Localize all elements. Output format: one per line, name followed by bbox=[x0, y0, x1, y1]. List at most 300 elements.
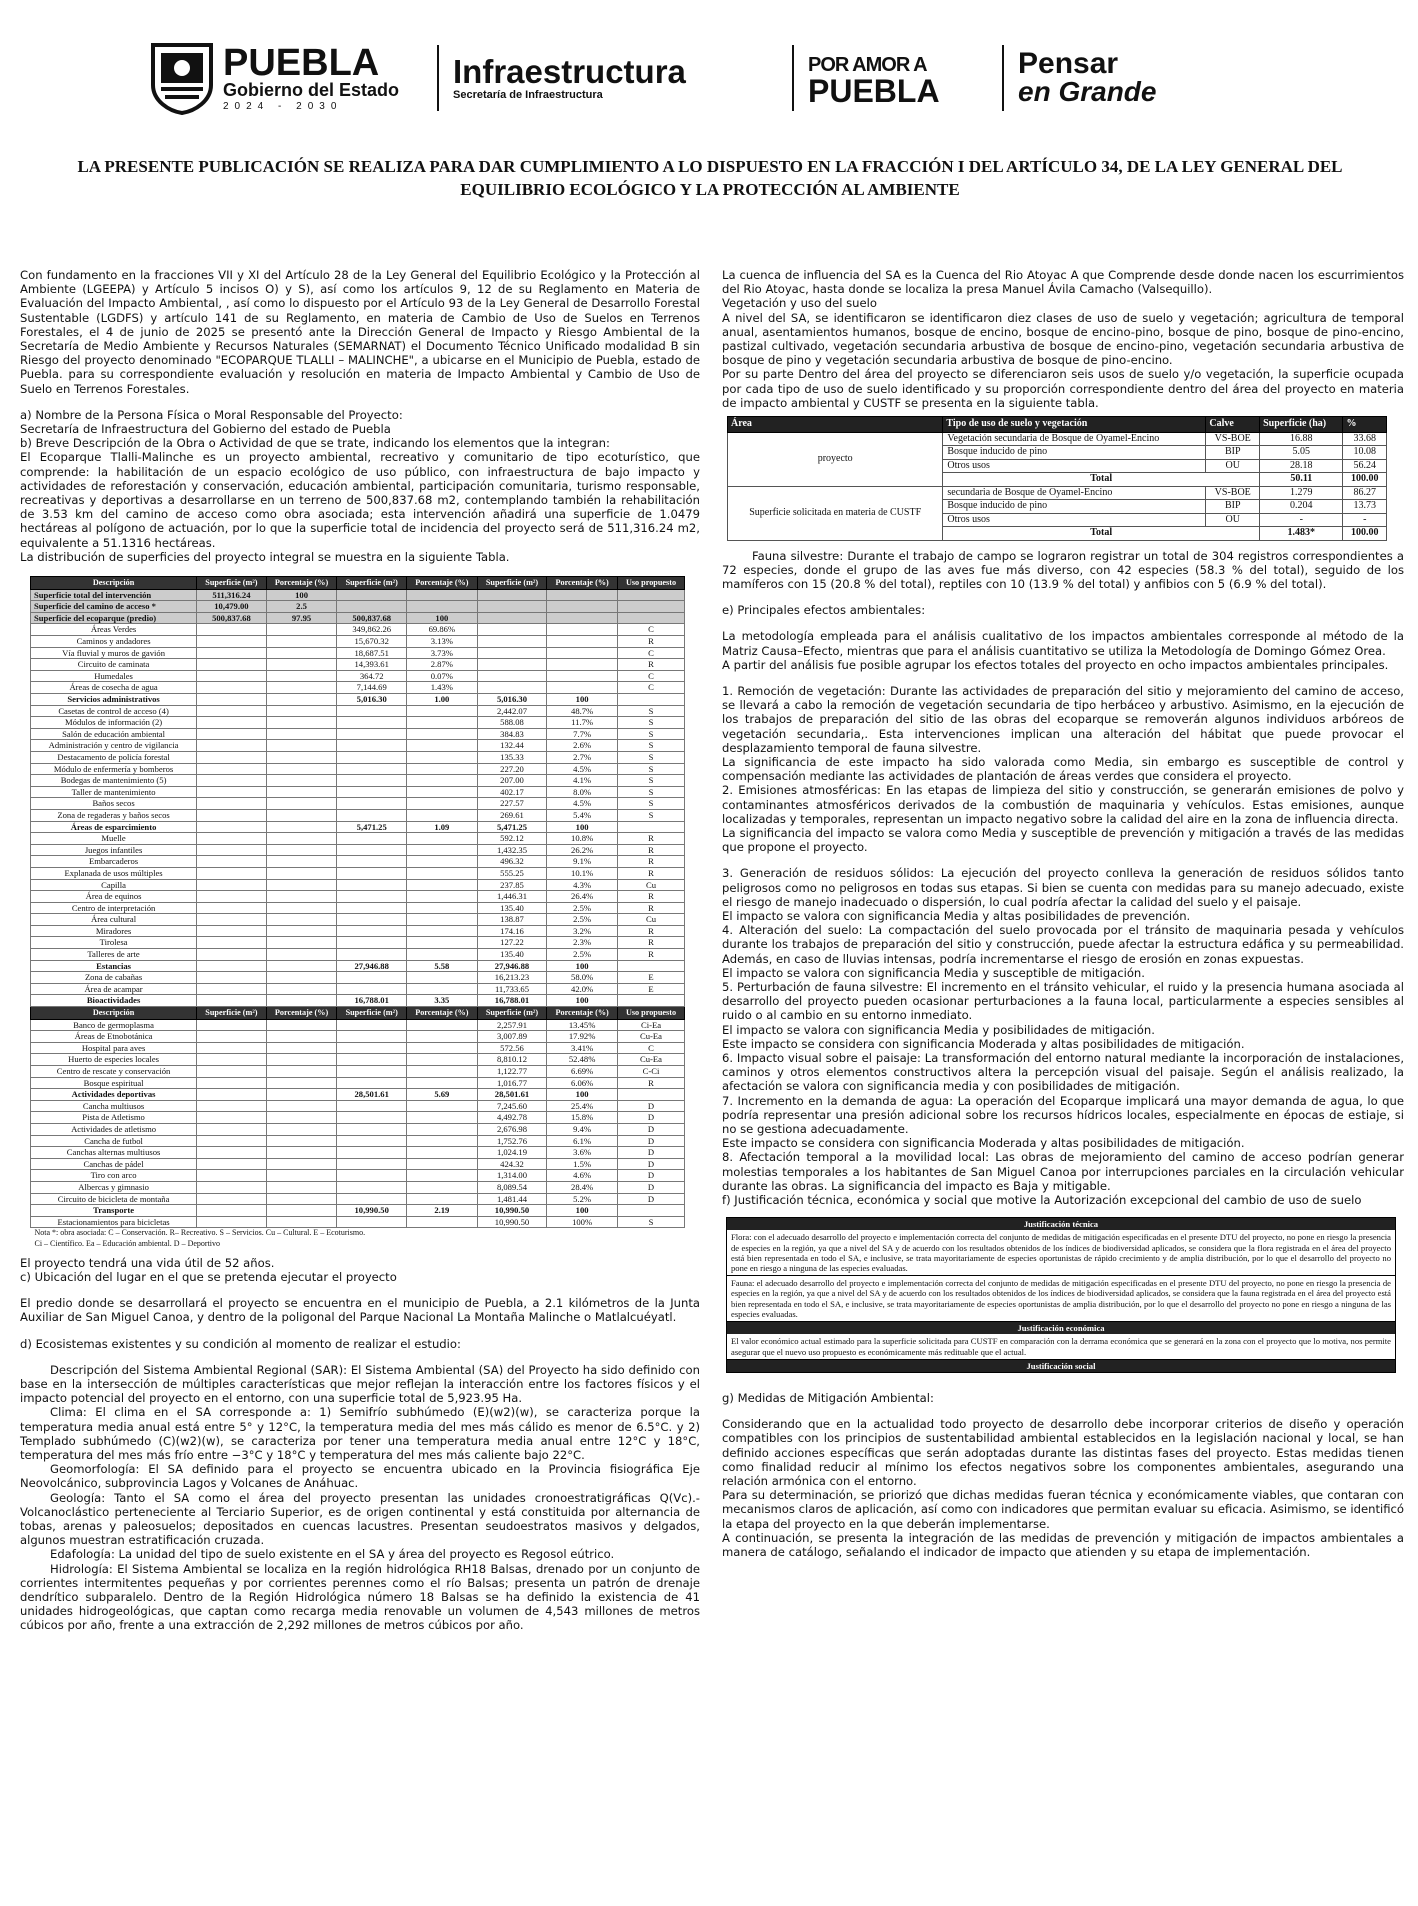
table1-cell: 6.06% bbox=[547, 1077, 618, 1089]
left-column bbox=[20, 268, 700, 1633]
table1-cell: 1.5% bbox=[547, 1158, 618, 1170]
table1-cell bbox=[266, 751, 337, 763]
table1-cell: 26.4% bbox=[547, 891, 618, 903]
table1-cell bbox=[337, 1019, 407, 1031]
table1-cell: Huerto de especies locales bbox=[31, 1054, 197, 1066]
table1-cell: 3.6% bbox=[547, 1147, 618, 1159]
table1-cell: 1.00 bbox=[406, 694, 477, 706]
table1-cell: Albercas y gimnasio bbox=[31, 1181, 197, 1193]
table2-area-label: proyecto bbox=[728, 432, 943, 486]
table1-cell: 8,089.54 bbox=[477, 1181, 547, 1193]
table1-cell: 2.19 bbox=[406, 1205, 477, 1217]
table1-cell: 135.33 bbox=[477, 751, 547, 763]
table1-cell bbox=[197, 891, 267, 903]
table1-cell bbox=[477, 659, 547, 671]
table2-cell: Bosque inducido de pino bbox=[943, 446, 1206, 460]
table1-cell bbox=[266, 1066, 337, 1078]
table1-cell bbox=[197, 740, 267, 752]
table1-cell bbox=[337, 1031, 407, 1043]
table1-cell bbox=[337, 1193, 407, 1205]
table1-cell: R bbox=[618, 856, 685, 868]
table1-header-cell: Descripción bbox=[31, 1007, 197, 1020]
table2-total-label: Total bbox=[943, 527, 1260, 541]
table1-cell bbox=[337, 763, 407, 775]
justificacion-fauna: Fauna: el adecuado desarrollo del proyecto e implementación correcta del conjunto de medidas de mitigación especificadas en el presente DTU del proyecto, no pone en riesgo la presencia de especies en la región, ya que a nivel del SA y de acuerdo con los resultados obtenidos de los índices de biodiversidad aplicados, se considera que la fauna registrada en el área del proyecto está bien representada en todo el SA, e inclusive, se trata mayoritariamente de especies oportunistas de amplia distribución, por lo que el desarrollo del proyecto no pone en riesgo a ninguna de las especies evaluadas. bbox=[727, 1276, 1396, 1322]
table1-cell bbox=[337, 1042, 407, 1054]
table1-cell: 11,733.65 bbox=[477, 983, 547, 995]
table1-cell bbox=[197, 636, 267, 648]
table1-cell bbox=[406, 1066, 477, 1078]
table1-cell: 5.2% bbox=[547, 1193, 618, 1205]
table2-row bbox=[728, 486, 1387, 500]
table1-cell: Área de equinos bbox=[31, 891, 197, 903]
table1-cell: 5,016.30 bbox=[477, 694, 547, 706]
table1-cell: 5,471.25 bbox=[477, 821, 547, 833]
table1-cell bbox=[406, 937, 477, 949]
table1-cell bbox=[477, 624, 547, 636]
table1-row bbox=[31, 1100, 685, 1112]
table1-cell: S bbox=[618, 798, 685, 810]
table1-cell: Hospital para aves bbox=[31, 1042, 197, 1054]
table1-cell bbox=[266, 740, 337, 752]
impacto-5: 5. Perturbación de fauna silvestre: El incremento en el tránsito vehicular, el ruido y la presencia humana asociada al desarrollo del proyecto pueden ocasionar perturbaciones a la fauna local, particularmente a especies sensibles al ruido o al cambio en su entorno inmediato. bbox=[722, 980, 1404, 1023]
table1-cell: 16,788.01 bbox=[477, 995, 547, 1007]
table1-row bbox=[31, 1019, 685, 1031]
table1-header-cell: Superficie (m²) bbox=[477, 1007, 547, 1020]
table1-cell: 4.5% bbox=[547, 798, 618, 810]
table1-row bbox=[31, 995, 685, 1007]
table1-cell: R bbox=[618, 833, 685, 845]
puebla-logo bbox=[223, 41, 423, 112]
table1-cell bbox=[266, 798, 337, 810]
table1-cell: 97.95 bbox=[266, 612, 337, 624]
table1-cell bbox=[266, 670, 337, 682]
impacto-4-significancia: El impacto se valora con significancia Media y susceptible de mitigación. bbox=[722, 965, 1145, 980]
table1-cell: 28.4% bbox=[547, 1181, 618, 1193]
table1-cell bbox=[266, 879, 337, 891]
table1-row bbox=[31, 925, 685, 937]
table1-cell: Pista de Atletismo bbox=[31, 1112, 197, 1124]
table1-cell: 4.1% bbox=[547, 775, 618, 787]
table1-cell: 1,314.00 bbox=[477, 1170, 547, 1182]
table1-cell bbox=[266, 856, 337, 868]
table1-header-cell: Superficie (m²) bbox=[337, 577, 407, 590]
impacto-7-significancia: Este impacto se considera con significancia Moderada y altas posibilidades de mitigación. bbox=[722, 1136, 1245, 1151]
table1-cell bbox=[266, 1031, 337, 1043]
table1-cell bbox=[477, 601, 547, 613]
table1-cell: S bbox=[618, 1216, 685, 1228]
section-d-sar: Descripción del Sistema Ambiental Regional (SAR): El Sistema Ambiental (SA) del Proyecto ha sido definido con base en la intersección de múltiples características que mejor reflejan la interacción entre los factores físicos y el impacto potencial del proyecto en el entorno, con una superficie total de 5,923.95 Ha. bbox=[20, 1362, 700, 1406]
table1-cell: 5,016.30 bbox=[337, 694, 407, 706]
table1-cell: 269.61 bbox=[477, 809, 547, 821]
table1-row bbox=[31, 682, 685, 694]
table1-cell: D bbox=[618, 1123, 685, 1135]
table1-cell bbox=[406, 1077, 477, 1089]
table1-cell bbox=[406, 1031, 477, 1043]
table1-cell bbox=[618, 601, 685, 613]
table1-cell bbox=[197, 1077, 267, 1089]
table1-cell bbox=[197, 728, 267, 740]
table1-cell bbox=[197, 856, 267, 868]
table1-cell bbox=[266, 891, 337, 903]
table1-row bbox=[31, 659, 685, 671]
table2-header-cell: % bbox=[1343, 417, 1387, 433]
table1-cell: Miradores bbox=[31, 925, 197, 937]
table1-row bbox=[31, 1147, 685, 1159]
table1-cell: 100 bbox=[547, 1089, 618, 1101]
table1-cell: 8.0% bbox=[547, 786, 618, 798]
table1-cell: Superficie total del intervención bbox=[31, 589, 197, 601]
puebla-emblem-icon bbox=[145, 40, 219, 116]
table1-row bbox=[31, 775, 685, 787]
table1-cell bbox=[197, 1042, 267, 1054]
table1-cell bbox=[337, 809, 407, 821]
table1-cell bbox=[266, 833, 337, 845]
table1-row bbox=[31, 1089, 685, 1101]
table1-cell: Estancias bbox=[31, 960, 197, 972]
table1-row bbox=[31, 914, 685, 926]
table1-cell: 207.00 bbox=[477, 775, 547, 787]
table1-cell: Muelle bbox=[31, 833, 197, 845]
table1-cell bbox=[406, 798, 477, 810]
table1-cell: C bbox=[618, 1042, 685, 1054]
table1-cell bbox=[197, 717, 267, 729]
table1-cell: D bbox=[618, 1181, 685, 1193]
table1-cell: 1,752.76 bbox=[477, 1135, 547, 1147]
table1-cell bbox=[477, 682, 547, 694]
table1-row bbox=[31, 937, 685, 949]
fauna-text: Fauna silvestre: Durante el trabajo de campo se lograron registrar un total de 304 registros correspondientes a 72 especies, donde el grupo de las aves fue más diverso, con 42 especies (58.3 % del total), seguido de los mamíferos con 15 (20.8 % del total), reptiles con 10 (13.9 % del total) y anfibios con 5 (6.9 % del total). bbox=[722, 548, 1404, 591]
table1-cell bbox=[266, 1181, 337, 1193]
table1-cell: 9.1% bbox=[547, 856, 618, 868]
table1-cell bbox=[406, 740, 477, 752]
table1-cell bbox=[266, 1216, 337, 1228]
table1-cell bbox=[266, 705, 337, 717]
table1-cell: 14,393.61 bbox=[337, 659, 407, 671]
table1-cell bbox=[406, 856, 477, 868]
table1-cell: C bbox=[618, 682, 685, 694]
impacto-1: 1. Remoción de vegetación: Durante las actividades de preparación del sitio y mejoramiento del camino de acceso, se llevará a cabo la remoción de vegetación secundaria de tipo herbáceo y arbustivo. Asimismo, en la ejecución de los trabajos de preparación del sitio de las obras del ecoparque se removerán algunos individuos arbóreos de vegetación secundaria,. Esta intervenciones implican una alteración del hábitat que puede provocar el desplazamiento temporal de fauna silvestre. bbox=[722, 683, 1404, 755]
table1-cell: 2.3% bbox=[547, 937, 618, 949]
table1-cell: S bbox=[618, 717, 685, 729]
table1-cell: 52.48% bbox=[547, 1054, 618, 1066]
table1-cell bbox=[197, 1135, 267, 1147]
section-g-text-3: A continuación, se presenta la integración de las medidas de prevención y mitigación de impactos ambientales a manera de catálogo, señalando el indicador de impacto que atienden y su etapa de implementación. bbox=[722, 1530, 1404, 1559]
table1-cell: Centro de interpretación bbox=[31, 902, 197, 914]
table2-header-cell: Superficie (ha) bbox=[1260, 417, 1343, 433]
table1-cell: Actividades deportivas bbox=[31, 1089, 197, 1101]
table1-cell bbox=[266, 1042, 337, 1054]
table1-cell bbox=[197, 1193, 267, 1205]
table1-cell bbox=[266, 694, 337, 706]
table1-cell bbox=[406, 1054, 477, 1066]
table1-cell: 100 bbox=[547, 960, 618, 972]
table1-cell bbox=[406, 925, 477, 937]
vegetacion-title: Vegetación y uso del suelo bbox=[722, 296, 877, 311]
table1-cell: C bbox=[618, 647, 685, 659]
table1-cell: 500,837.68 bbox=[197, 612, 267, 624]
table1-cell bbox=[197, 786, 267, 798]
table1-header-cell: Superficie (m²) bbox=[477, 577, 547, 590]
table1-cell: 588.08 bbox=[477, 717, 547, 729]
table1-cell: 8,810.12 bbox=[477, 1054, 547, 1066]
section-e-metodologia: La metodología empleada para el análisis cualitativo de los impactos ambientales corresponde al método de la Matriz Causa–Efecto, mientras que para el análisis cuantitativo se utiliza la Metodología de Domingo Gómez Orea. bbox=[722, 629, 1404, 658]
table1-cell bbox=[406, 728, 477, 740]
table1-cell bbox=[337, 891, 407, 903]
table1-cell bbox=[197, 1031, 267, 1043]
table1-cell bbox=[406, 879, 477, 891]
table1-cell bbox=[337, 751, 407, 763]
section-g-text-2: Para su determinación, se priorizó que dichas medidas fueran técnica y económicamente viables, que contaran con mecanismos claros de aplicación, así como con indicadores que permitan evaluar su eficacia. Asimismo, se identificó la etapa del proyecto en la que deberán implementarse. bbox=[722, 1488, 1404, 1531]
table1-cell bbox=[406, 1123, 477, 1135]
table1-row bbox=[31, 1181, 685, 1193]
table1-cell: 100 bbox=[547, 821, 618, 833]
table1-cell: Ci-Ea bbox=[618, 1019, 685, 1031]
table1-cell: Áreas de esparcimiento bbox=[31, 821, 197, 833]
table1-cell: 592.12 bbox=[477, 833, 547, 845]
table1-cell: 174.16 bbox=[477, 925, 547, 937]
table1-cell bbox=[197, 763, 267, 775]
table1-cell bbox=[406, 1193, 477, 1205]
table1-cell: Zona de regaderas y baños secos bbox=[31, 809, 197, 821]
table1-cell: 555.25 bbox=[477, 867, 547, 879]
table1-row bbox=[31, 960, 685, 972]
section-b-text: El Ecoparque Tlalli-Malinche es un proyecto ambiental, recreativo y comunitario de tipo ecoturístico, que comprende: la habilitación de un espacio ecológico de uso público, con infraestructura de bajo impacto y actividades de reforestación y conservación, educación ambiental, participación comunitaria, turismo responsable, recreativas y deportivas a desarrollarse en un terreno de 500,837.68 m2, contemplando también la rehabilitación de 3.53 km del camino de acceso como obra asociada; esta intervención añadirá una superficie de 1.0479 hectáreas al polígono de actuación, por lo que la superficie total de incidencia del proyecto será de 511,316.24 m2, equivalente a 51.1316 hectáreas. bbox=[20, 450, 700, 550]
table1-cell bbox=[266, 1193, 337, 1205]
table1-cell: 7,144.69 bbox=[337, 682, 407, 694]
table1-cell bbox=[266, 1205, 337, 1217]
intro-paragraph: Con fundamento en la fracciones VII y XI del Artículo 28 de la Ley General del Equilibrio Ecológico y la Protección al Ambiente (LGEEPA) y Artículo 5 incisos O) y S), así como los artículos 9, 12 de su Reglamento en Materia de Evaluación del Impacto Ambiental, , así como lo dispuesto por el Artículo 93 de la Ley General de Desarrollo Forestal Sustentable (LGDFS) y artículo 141 de su Reglamento, en materia de Cambio de Uso de Suelos en Terrenos Forestales, el 4 de junio de 2025 se presentó ante la Dirección General de Impacto y Riesgo Ambiental de la Secretaría de Medio Ambiente y Recursos Naturales (SEMARNAT) el Documento Técnico Unificado modalidad B sin Riesgo del proyecto denominado "ECOPARQUE TLALLI – MALINCHE", a ubicarse en el Municipio de Puebla, estado de Puebla. para su correspondiente evaluación y resolución en materia de Impacto Ambiental y Cambio de Uso de Suelo en Terrenos Forestales. bbox=[20, 268, 700, 396]
table1-cell bbox=[618, 612, 685, 624]
table1-cell: 10,990.50 bbox=[337, 1205, 407, 1217]
table2-area-label: Superficie solicitada en materia de CUSTF bbox=[728, 486, 943, 540]
table1-cell: Canchas alternas multiusos bbox=[31, 1147, 197, 1159]
table1-cell: 1,481.44 bbox=[477, 1193, 547, 1205]
table1-cell: 10.8% bbox=[547, 833, 618, 845]
table1-row bbox=[31, 786, 685, 798]
table1-cell bbox=[266, 1054, 337, 1066]
table1-cell bbox=[337, 705, 407, 717]
table1-cell bbox=[266, 636, 337, 648]
table1-cell bbox=[197, 833, 267, 845]
table1-cell: 2,676.98 bbox=[477, 1123, 547, 1135]
table1-header-cell: Porcentaje (%) bbox=[406, 1007, 477, 1020]
table1-cell: 4.6% bbox=[547, 1170, 618, 1182]
table1-cell bbox=[337, 925, 407, 937]
por-amor-a-puebla-logo bbox=[808, 52, 988, 109]
table1-cell: 28,501.61 bbox=[337, 1089, 407, 1101]
table1-cell bbox=[618, 1205, 685, 1217]
table1-cell: R bbox=[618, 636, 685, 648]
table1-cell: S bbox=[618, 740, 685, 752]
table1-cell: 11.7% bbox=[547, 717, 618, 729]
table1-cell: E bbox=[618, 972, 685, 984]
table1-row bbox=[31, 798, 685, 810]
table1-cell bbox=[337, 1066, 407, 1078]
table1-row bbox=[31, 1135, 685, 1147]
table1-cell bbox=[197, 1019, 267, 1031]
land-use-table bbox=[727, 416, 1387, 541]
table1-cell: C-Ci bbox=[618, 1066, 685, 1078]
table1-cell bbox=[337, 1181, 407, 1193]
table1-row bbox=[31, 1123, 685, 1135]
section-c-text: El predio donde se desarrollará el proyecto se encuentra en el municipio de Puebla, a 2.1 kilómetros de la Junta Auxiliar de San Miguel Canoa, y dentro de la poligonal del Parque Nacional La Montaña Malinche o Matlalcuéyatl. bbox=[20, 1296, 700, 1325]
table2-cell: 13.73 bbox=[1343, 500, 1387, 514]
table1-cell: D bbox=[618, 1100, 685, 1112]
table1-cell bbox=[266, 1147, 337, 1159]
table1-row bbox=[31, 728, 685, 740]
justification-table bbox=[726, 1217, 1396, 1373]
table1-cell: 58.0% bbox=[547, 972, 618, 984]
table1-cell bbox=[197, 1170, 267, 1182]
table1-cell bbox=[197, 867, 267, 879]
table1-cell bbox=[197, 937, 267, 949]
table1-cell: Circuito de caminata bbox=[31, 659, 197, 671]
table1-row bbox=[31, 856, 685, 868]
table1-cell: 2.5 bbox=[266, 601, 337, 613]
table1-cell bbox=[266, 960, 337, 972]
table1-cell: 2.5% bbox=[547, 949, 618, 961]
table1-cell: 1,432.35 bbox=[477, 844, 547, 856]
table1-cell bbox=[266, 821, 337, 833]
table1-cell: 100 bbox=[547, 995, 618, 1007]
table1-cell bbox=[266, 972, 337, 984]
table1-row bbox=[31, 636, 685, 648]
table1-cell bbox=[197, 1066, 267, 1078]
table1-cell: 42.0% bbox=[547, 983, 618, 995]
amor-top: POR AMOR A bbox=[808, 54, 927, 76]
table1-cell bbox=[197, 960, 267, 972]
table1-cell: D bbox=[618, 1147, 685, 1159]
infraestructura-logo bbox=[453, 55, 778, 101]
table1-cell: Canchas de pádel bbox=[31, 1158, 197, 1170]
table1-cell bbox=[547, 636, 618, 648]
table1-cell bbox=[406, 844, 477, 856]
table1-row bbox=[31, 601, 685, 613]
table1-cell bbox=[266, 1135, 337, 1147]
table1-cell: R bbox=[618, 937, 685, 949]
table1-cell bbox=[197, 983, 267, 995]
table1-cell bbox=[337, 1100, 407, 1112]
table1-cell: S bbox=[618, 728, 685, 740]
table1-cell bbox=[337, 937, 407, 949]
table1-row bbox=[31, 1066, 685, 1078]
table1-cell: Salón de educación ambiental bbox=[31, 728, 197, 740]
table1-row bbox=[31, 879, 685, 891]
page-header bbox=[145, 38, 1235, 118]
table1-header-cell: Superficie (m²) bbox=[197, 577, 267, 590]
table1-cell: 227.20 bbox=[477, 763, 547, 775]
table1-cell bbox=[337, 1054, 407, 1066]
impacto-8: 8. Afectación temporal a la movilidad local: Las obras de mejoramiento del camino de acceso podrían generar molestias temporales a los habitantes de San Miguel Canoa por interrupciones parciales en la circulación vehicular durante las obras. La significancia del impacto es Baja y mitigable. bbox=[722, 1150, 1404, 1193]
table1-row bbox=[31, 1158, 685, 1170]
impacto-5-significancia: El impacto se valora con significancia Media y posibilidades de mitigación. bbox=[722, 1022, 1155, 1037]
table1-cell bbox=[337, 601, 407, 613]
table1-cell bbox=[477, 647, 547, 659]
table1-cell: Servicios administrativos bbox=[31, 694, 197, 706]
table1-cell: D bbox=[618, 1170, 685, 1182]
table1-cell: 17.92% bbox=[547, 1031, 618, 1043]
section-d-hidrologia: Hidrología: El Sistema Ambiental se localiza en la región hidrológica RH18 Balsas, drenado por un conjunto de corrientes intermitentes pequeñas y por corrientes perennes como el río Balsas; presenta un patrón de drenaje dendrítico subparalelo. Dentro de la Región Hidrológica número 18 Balsas se ha definido la existencia de 41 unidades hidrogeológicas, que captan como recarga media renovable un volumen de 4,543 millones de metros cúbicos por año, frente a una extracción de 2,292 millones de metros cúbicos por año. bbox=[20, 1561, 700, 1633]
table1-cell bbox=[547, 612, 618, 624]
table1-cell bbox=[266, 937, 337, 949]
table1-cell bbox=[547, 670, 618, 682]
table1-cell: Humedales bbox=[31, 670, 197, 682]
table1-cell bbox=[406, 891, 477, 903]
table1-cell bbox=[197, 694, 267, 706]
table1-cell bbox=[406, 972, 477, 984]
table2-cell: 10.08 bbox=[1343, 446, 1387, 460]
table1-row bbox=[31, 624, 685, 636]
table1-cell bbox=[266, 717, 337, 729]
table1-cell: Explanada de usos múltiples bbox=[31, 867, 197, 879]
table1-cell bbox=[406, 902, 477, 914]
surface-distribution-table bbox=[30, 576, 685, 1250]
table1-cell bbox=[266, 728, 337, 740]
table1-cell bbox=[337, 798, 407, 810]
table1-cell: Caminos y andadores bbox=[31, 636, 197, 648]
table1-cell bbox=[266, 682, 337, 694]
section-a-title: a) Nombre de la Persona Física o Moral Responsable del Proyecto: bbox=[20, 407, 403, 422]
table1-cell: 100% bbox=[547, 1216, 618, 1228]
table1-row bbox=[31, 717, 685, 729]
table1-cell: Administración y centro de vigilancia bbox=[31, 740, 197, 752]
table2-total-cell: 1.483* bbox=[1260, 527, 1343, 541]
table1-cell bbox=[266, 647, 337, 659]
table1-cell: Cancha multiusos bbox=[31, 1100, 197, 1112]
table1-cell bbox=[337, 833, 407, 845]
table1-cell: Juegos infantiles bbox=[31, 844, 197, 856]
table2-cell: BIP bbox=[1206, 446, 1260, 460]
table1-cell: R bbox=[618, 659, 685, 671]
table1-cell bbox=[337, 740, 407, 752]
table1-note1: Nota *: obra asociada: C – Conservación. R– Recreativo. S – Servicios. Cu – Cultural. E – Ecoturismo. bbox=[34, 1228, 366, 1238]
table1-cell: Tirolesa bbox=[31, 937, 197, 949]
table1-cell: 349,862.26 bbox=[337, 624, 407, 636]
table1-cell bbox=[406, 809, 477, 821]
table1-cell bbox=[406, 949, 477, 961]
table1-cell bbox=[406, 1147, 477, 1159]
table1-cell: Superficie del ecoparque (predio) bbox=[31, 612, 197, 624]
table1-cell bbox=[406, 763, 477, 775]
table1-cell: 10.1% bbox=[547, 867, 618, 879]
table1-cell bbox=[547, 682, 618, 694]
table1-cell bbox=[337, 1216, 407, 1228]
table1-cell: Cu bbox=[618, 879, 685, 891]
table1-cell: R bbox=[618, 949, 685, 961]
table1-cell bbox=[406, 717, 477, 729]
table1-row bbox=[31, 1042, 685, 1054]
table1-cell: 1,122.77 bbox=[477, 1066, 547, 1078]
impacto-2-significancia: La significancia del impacto se valora como Media y susceptible de prevención y mitigación a través de las medidas que propone el proyecto. bbox=[722, 825, 1404, 855]
section-e-title: e) Principales efectos ambientales: bbox=[722, 603, 926, 618]
table1-cell bbox=[406, 1170, 477, 1182]
table1-row bbox=[31, 694, 685, 706]
table1-cell bbox=[197, 972, 267, 984]
table1-cell: Bioactividades bbox=[31, 995, 197, 1007]
table1-cell: Talleres de arte bbox=[31, 949, 197, 961]
table1-cell: 10,479.00 bbox=[197, 601, 267, 613]
table2-total-cell: 50.11 bbox=[1260, 473, 1343, 487]
table1-row bbox=[31, 867, 685, 879]
table1-row bbox=[31, 740, 685, 752]
table2-cell: 28.18 bbox=[1260, 459, 1343, 473]
table1-cell bbox=[337, 867, 407, 879]
table1-cell: Circuito de bicicleta de montaña bbox=[31, 1193, 197, 1205]
vida-util: El proyecto tendrá una vida útil de 52 años. bbox=[20, 1255, 275, 1270]
table1-row bbox=[31, 1193, 685, 1205]
table1-cell bbox=[197, 1205, 267, 1217]
